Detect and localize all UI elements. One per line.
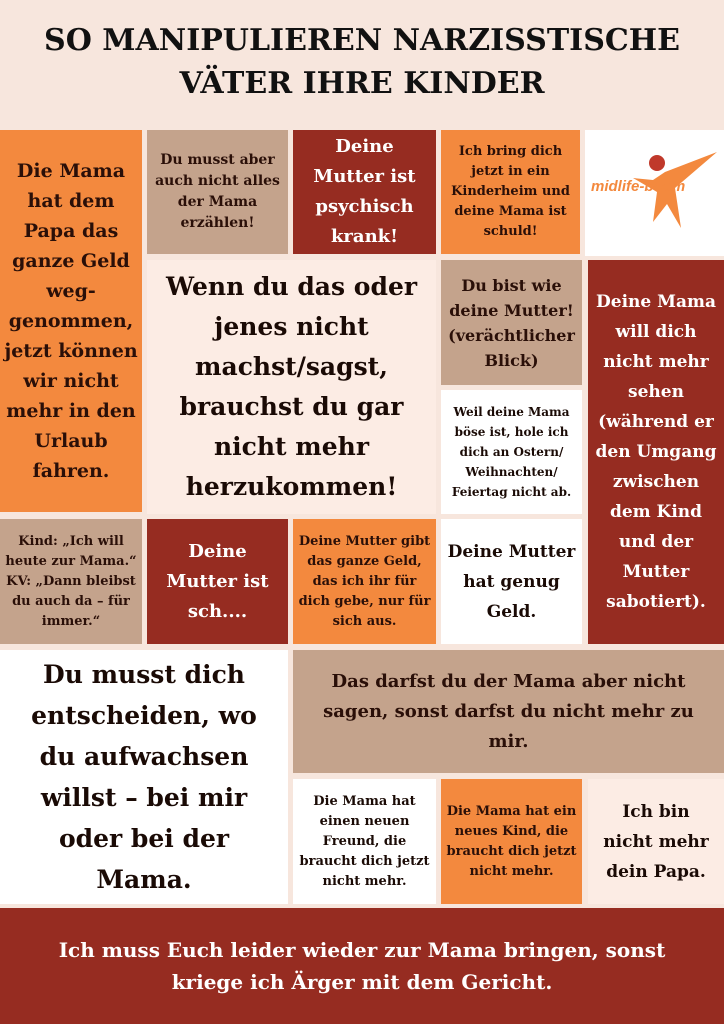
quote-box xyxy=(441,390,582,514)
quote-box xyxy=(441,260,582,385)
quote-text: Deine Mama will dich nicht mehr sehen (während er den Umgang zwischen dem Kind und der Mutter sabotiert). xyxy=(595,292,717,612)
quote-text: Deine Mutter gibt das ganze Geld, das ich ihr für dich gebe, nur für sich aus. xyxy=(298,533,431,629)
quote-box xyxy=(441,519,582,644)
quote-text: Du musst aber auch nicht alles der Mama erzählen! xyxy=(155,152,280,231)
quote-text: Du musst dich entscheiden, wo du aufwachsen willst – bei mir oder bei der Mama. xyxy=(31,660,257,894)
quote-text: Die Mama hat dem Papa das ganze Geld weg-genommen, jetzt können wir nicht mehr in den Urlaub fahren. xyxy=(4,160,138,482)
quote-box xyxy=(0,130,142,512)
quote-text: Die Mama hat ein neues Kind, die braucht dich jetzt nicht mehr. xyxy=(446,803,577,879)
quote-box xyxy=(441,779,582,904)
quote-text: Die Mama hat einen neuen Freund, die braucht dich jetzt nicht mehr. xyxy=(299,793,430,889)
logo-text: midlife-boom xyxy=(591,178,686,195)
logo xyxy=(585,130,724,256)
quote-text: Kind: „Ich will heute zur Mama.“ KV: „Dann bleibst du auch da – für immer.“ xyxy=(5,533,137,629)
quote-text: Ich bring dich jetzt in ein Kinderheim und deine Mama ist schuld! xyxy=(451,144,570,239)
quote-text: Das darfst du der Mama aber nicht sagen, sonst darfst du nicht mehr zu mir. xyxy=(323,670,694,752)
quote-text: Deine Mutter ist psychisch krank! xyxy=(313,136,416,247)
footer-quote xyxy=(0,908,724,1024)
page-title: SO MANIPULIEREN NARZISSTISCHE VÄTER IHRE KINDER xyxy=(0,0,724,124)
quote-text: Du bist wie deine Mutter! (verächtlicher Blick) xyxy=(448,275,575,370)
quote-box xyxy=(147,130,288,254)
quote-text: Deine Mutter hat genug Geld. xyxy=(447,541,576,622)
quote-box xyxy=(293,650,724,773)
quote-box xyxy=(147,519,288,644)
quote-box xyxy=(588,779,724,904)
quote-box xyxy=(293,130,436,254)
quote-text: Weil deine Mama böse ist, hole ich dich an Ostern/ Weihnachten/ Feiertag nicht ab. xyxy=(451,405,572,499)
quote-box xyxy=(0,519,142,644)
quote-text: Ich muss Euch leider wieder zur Mama bringen, sonst kriege ich Ärger mit dem Gericht. xyxy=(58,938,666,994)
quote-box xyxy=(293,519,436,644)
quote-box xyxy=(0,650,288,904)
quote-box xyxy=(588,260,724,644)
quote-box xyxy=(147,260,436,514)
quote-text: Deine Mutter ist sch.... xyxy=(166,540,269,622)
quote-box xyxy=(293,779,436,904)
quote-box xyxy=(441,130,580,254)
quote-text: Ich bin nicht mehr dein Papa. xyxy=(603,801,709,882)
quote-text: Wenn du das oder jenes nicht machst/sagst, brauchst du gar nicht mehr herzukommen! xyxy=(165,272,418,501)
